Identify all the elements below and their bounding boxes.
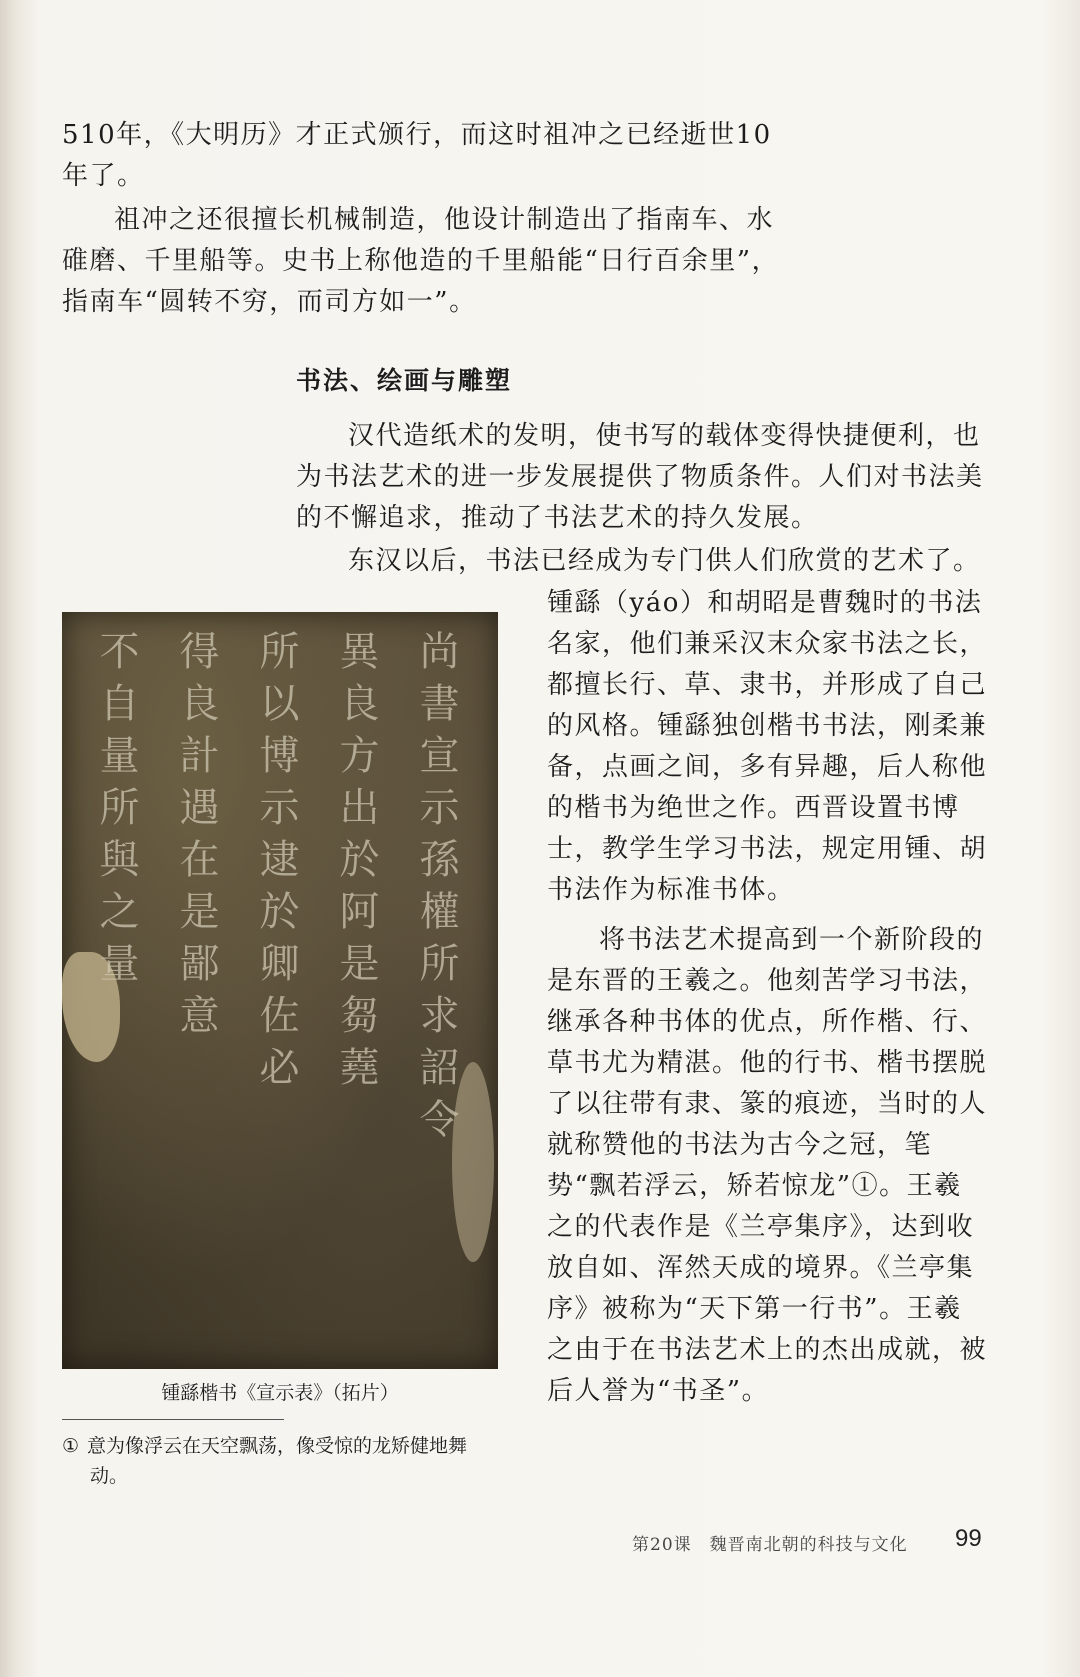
running-head: 第20课 魏晋南北朝的科技与文化 [632, 1535, 908, 1555]
paragraph-wang-xizhi: 将书法艺术提高到一个新阶段的是东晋的王羲之。他刻苦学习书法，继承各种书体的优点，所作楷、行、草书尤为精湛。他的行书、楷书摆脱了以往带有隶、篆的痕迹，当时的人就称赞他的书法为古今之冠，笔势“飘若浮云，矫若惊龙”①。王羲之的代表作是《兰亭集序》，达到收放自如、浑然天成的境界。《兰亭集序》被称为“天下第一行书”。王羲之由于在书法艺术上的杰出成就，被后人誉为“书圣”。 [547, 925, 988, 1406]
paragraph-calendar-end: 510年，《大明历》才正式颁行，而这时祖冲之已经逝世10年了。 [62, 120, 772, 191]
rubbing-glyph-column: 不自量所與之量 [93, 630, 139, 994]
calligraphy-rubbing-image [62, 612, 498, 1369]
paragraph-mechanical-inventions: 祖冲之还很擅长机械制造，他设计制造出了指南车、水碓磨、千里船等。史书上称他造的千里船能“日行百余里”，指南车“圆转不穷，而司方如一”。 [62, 205, 780, 317]
footnote-text: 意为像浮云在天空飘荡，像受惊的龙矫健地舞 [87, 1435, 468, 1457]
footnote-divider [62, 1419, 284, 1420]
paragraph-eastern-han-start: 东汉以后，书法已经成为专门供人们欣赏的艺术了。 [348, 546, 981, 576]
rubbing-glyph-column: 尚書宣示孫權所求詔令 [413, 630, 459, 1150]
footnote-mark: ① [62, 1435, 80, 1457]
figure-caption: 锺繇楷书《宣示表》（拓片） [161, 1382, 399, 1404]
paragraph-zhong-yao: 锺繇（yáo）和胡昭是曹魏时的书法名家，他们兼采汉末众家书法之长，都擅长行、草、隶书，并形成了自己的风格。锺繇独创楷书书法，刚柔兼备，点画之间，多有异趣，后人称他的楷书为绝世之作。西晋设置书博士，教学生学习书法，规定用锺、胡书法作为标准书体。 [547, 588, 988, 905]
section-heading: 书法、绘画与雕塑 [296, 366, 513, 395]
rubbing-glyph-column: 得良計遇在是鄙意 [173, 630, 219, 1046]
rubbing-glyph-column: 異良方出於阿是芻蕘 [333, 630, 379, 1098]
rubbing-glyph-column: 所以博示逮於卿佐必 [253, 630, 299, 1098]
footnote [62, 1431, 502, 1491]
footnote-text-continued: 动。 [90, 1465, 129, 1487]
paragraph-papermaking: 汉代造纸术的发明，使书写的载体变得快捷便利，也为书法艺术的进一步发展提供了物质条件。人们对书法美的不懈追求，推动了书法艺术的持久发展。 [296, 421, 984, 533]
page-number: 99 [955, 1525, 982, 1552]
